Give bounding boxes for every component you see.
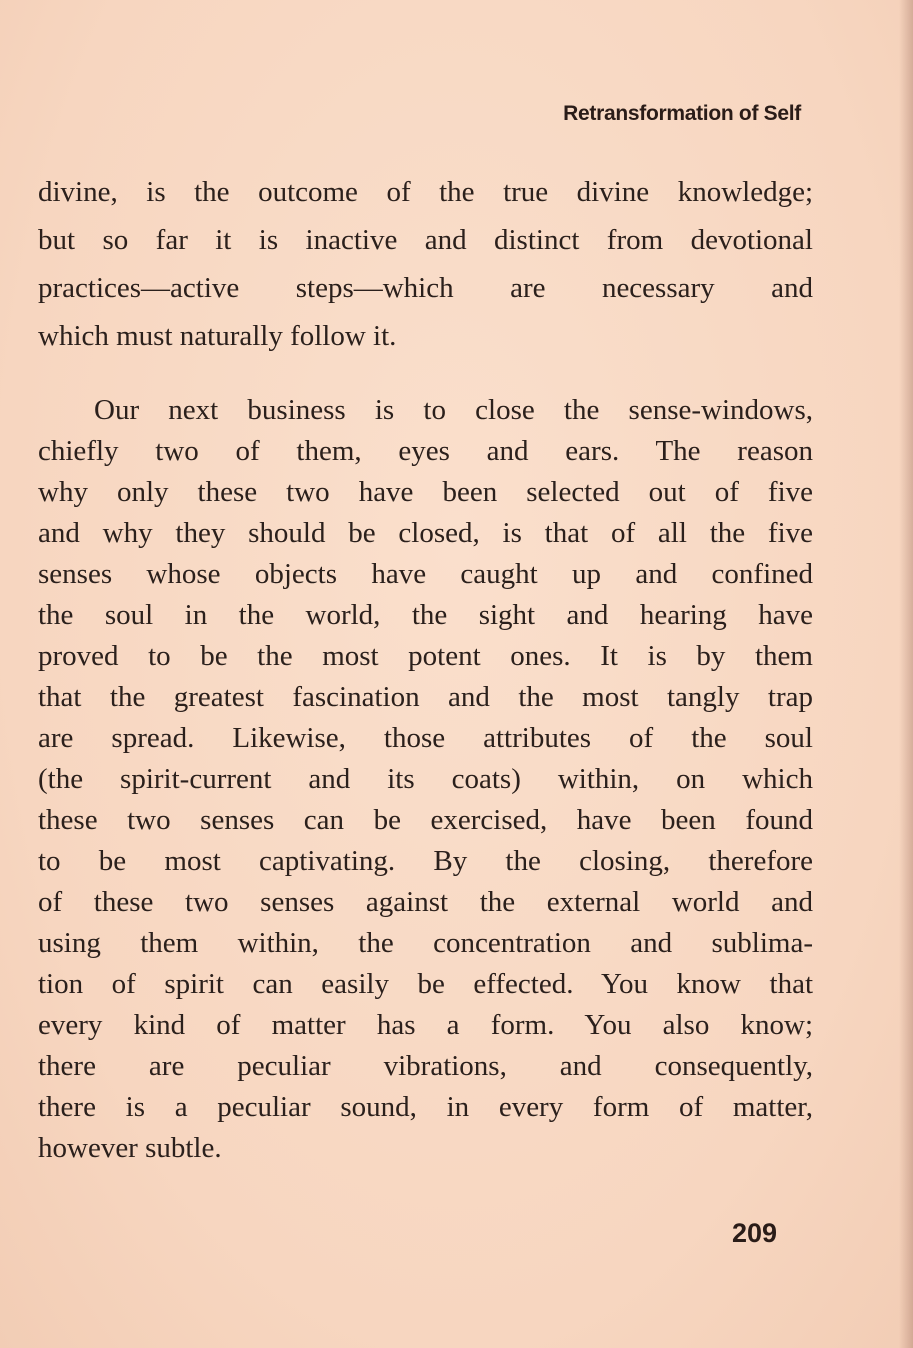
text-line: however subtle. bbox=[38, 1132, 222, 1164]
text-line: that the greatest fascination and the most tangly trap bbox=[38, 681, 813, 713]
text-line: using them within, the concentration and sublima- bbox=[38, 927, 813, 959]
text-line: the soul in the world, the sight and hearing have bbox=[38, 599, 813, 631]
text-line: there is a peculiar sound, in every form of matter, bbox=[38, 1091, 813, 1123]
text-line: senses whose objects have caught up and confined bbox=[38, 558, 813, 590]
text-line: of these two senses against the external world and bbox=[38, 886, 813, 918]
text-line: proved to be the most potent ones. It is by them bbox=[38, 640, 813, 672]
text-line: but so far it is inactive and distinct from devotional bbox=[38, 224, 813, 256]
text-line: are spread. Likewise, those attributes of the soul bbox=[38, 722, 813, 754]
text-line: there are peculiar vibrations, and consequently, bbox=[38, 1050, 813, 1082]
page-number: 209 bbox=[731, 1218, 777, 1248]
running-head: Retransformation of Self bbox=[563, 102, 801, 125]
text-line: why only these two have been selected out of five bbox=[38, 476, 813, 508]
paragraph-1 bbox=[38, 168, 813, 360]
text-line: (the spirit-current and its coats) within, on which bbox=[38, 763, 813, 795]
text-line: tion of spirit can easily be effected. You know that bbox=[38, 968, 813, 1000]
text-line: every kind of matter has a form. You also know; bbox=[38, 1009, 813, 1041]
page-edge-shadow bbox=[899, 0, 913, 1348]
text-line: divine, is the outcome of the true divine knowledge; bbox=[38, 176, 813, 208]
text-line: which must naturally follow it. bbox=[38, 320, 397, 352]
text-line: practices—active steps—which are necessary and bbox=[38, 272, 813, 304]
text-line: to be most captivating. By the closing, therefore bbox=[38, 845, 813, 877]
text-line: these two senses can be exercised, have been found bbox=[38, 804, 813, 836]
text-line: Our next business is to close the sense-windows, bbox=[94, 394, 813, 426]
paragraph-2 bbox=[38, 390, 813, 1169]
text-line: and why they should be closed, is that of all the five bbox=[38, 517, 813, 549]
text-line: chiefly two of them, eyes and ears. The reason bbox=[38, 435, 813, 467]
